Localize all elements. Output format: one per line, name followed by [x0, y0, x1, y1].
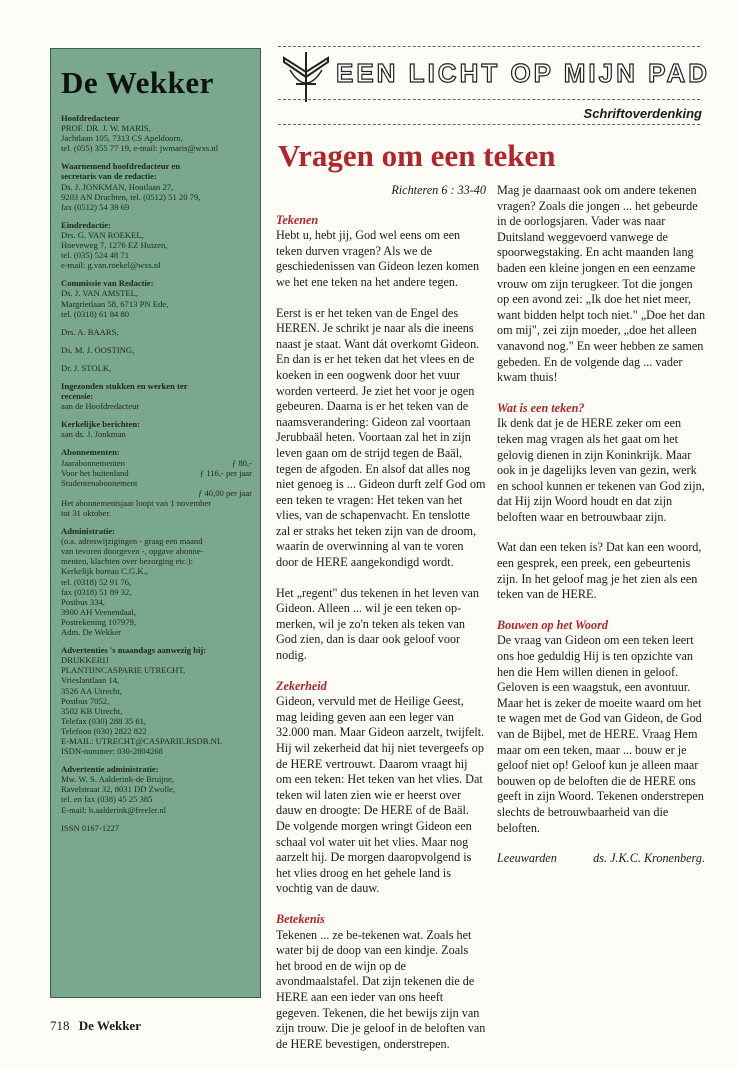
colophon-line: E-MAIL: UTRECHT@CASPARIE.RSDB.NL: [61, 735, 223, 746]
colophon-line: Vrieslantlaan 14,: [61, 675, 120, 686]
signature-place: Leeuwarden: [497, 851, 557, 866]
fee-price: ƒ 40,00 per jaar: [198, 487, 252, 498]
paragraph: Eerst is er het teken van de Engel des HEREN. Je schrikt je naar als die ineens naast je staat. Want dát overkomt Gideon. En dan is er het teken dat het vlees en de koeken in een oogwenk door het vuur worden verteerd. Je ziet het voor je ogen gebeuren. Daarna is er het teken van de naamsverandering: Gideon zal voortaan Jerubbaäl heten. Voortaan zal het in zijn leven gaan om de strijd tegen de Baäl, tegen de afgoden. En alsof dat alles nog niet genoeg is ... Gideon durft zelf God om een teken te vragen: Het teken van het vlies, van de schapenvacht. En tenslotte zal er straks het teken zijn van de droom, waarin de overwinning al van te voren door de HERE aangekondigd wordt.: [276, 305, 486, 570]
colophon-line: fax (0512) 54 39 69: [61, 201, 130, 212]
article-column-2: [497, 183, 707, 867]
colophon-line: Margrietlaan 58, 6713 PN Ede,: [61, 298, 169, 309]
colophon-heading: Advertenties 's maandags aanwezig bij:: [61, 645, 207, 656]
colophon-eindredactie: [61, 220, 252, 270]
colophon-heading: Waarnemend hoofdredacteur en: [61, 161, 181, 172]
header-rule-bottom: [278, 124, 700, 125]
colophon-line: van tevoren doorgeven -, opgave abonne-: [61, 546, 204, 557]
subheading-tekenen: Tekenen: [276, 212, 319, 227]
paragraph: Hebt u, hebt jij, God wel eens om een teken durven vragen? Als we de geschiedenissen van Gideon lezen komen we het ene teken na het andere tegen.: [276, 228, 480, 289]
colophon-commissie: [61, 278, 252, 318]
colophon-line: PLANTIJNCASPARIE UTRECHT,: [61, 665, 186, 676]
colophon-line: Kerkelijk bureau C.G.K.,: [61, 566, 148, 577]
colophon-heading: secretaris van de redactie:: [61, 171, 157, 182]
colophon-line: Ds. J. VAN AMSTEL,: [61, 288, 139, 299]
colophon-line: Drs. G. VAN ROEKEL,: [61, 229, 144, 240]
colophon-line: tel. (055) 355 77 19, e-mail: jwmaris@wxs.nl: [61, 143, 219, 154]
colophon-line: tel. (0318) 52 91 76,: [61, 576, 132, 587]
article-column-1: [276, 183, 486, 1067]
paragraph: Tekenen ... ze be-tekenen wat. Zoals het water bij de doop van een kindje. Zoals het brood en de wijn op de avondmaalstafel. Dat zijn tekenen die de HERE aan een ieder van ons heeft gegeven. Tekenen, die het bewijs zijn van zijn trouw. Die je geloof in de beloften van de HERE bevestigen, onderstrepen.: [276, 927, 486, 1051]
fee-label: Voor het buitenland: [61, 467, 129, 478]
colophon-line: Het abonnementsjaar loopt van 1 november: [61, 497, 212, 508]
paragraph: Het „regent" dus tekenen in het leven van Gideon. Alleen ... wil je een teken op-merken, wil je zo'n teken als teken van God zien, dan is daar ook geloof voor nodig.: [276, 585, 479, 663]
colophon-line: 3526 AA Utrecht,: [61, 685, 122, 696]
colophon-line: Hoeveweg 7, 1276 EZ Huizen,: [61, 240, 168, 251]
colophon-line: Adm. De Wekker: [61, 627, 122, 638]
subheading-zekerheid: Zekerheid: [276, 678, 327, 693]
colophon-advertenties: [61, 645, 252, 756]
colophon-line: Dr. J. STOLK,: [61, 362, 112, 373]
fee-row: [61, 488, 252, 498]
issn-text: ISSN 0167-1227: [61, 822, 120, 833]
colophon-ingezonden: [61, 381, 252, 411]
colophon-line: Jachtlaan 105, 7313 CS Apeldoorn,: [61, 133, 183, 144]
colophon-advadmin: [61, 764, 252, 814]
paragraph: Mag je daarnaast ook om andere tekenen vragen? Zoals die jongen ... het gebeurde in de oorlogsjaren. Vader was naar Duitsland weggevoerd vanwege de spoorwegstaking. En acht maanden lang baden een kleine jongen en een eenzame vrouw om zijn terugkeer. Tot die jongen op een avond zei: „Ik doe het niet meer, want bidden helpt toch niet." „Doe het dan om mij", zei zijn moeder, „doe het alleen vanavond nog." En weer hebben ze samen gebeden. En de volgende dag ... vader kwam thuis!: [497, 183, 706, 385]
series-title: EEN LICHT OP MIJN PAD: [336, 58, 711, 88]
colophon-line: tel. en fax (038) 45 25 385: [61, 794, 153, 805]
colophon-heading: Hoofdredacteur: [61, 113, 120, 123]
colophon-line: tel. (035) 524 48 71: [61, 250, 130, 261]
bible-reference: Richteren 6 : 33-40: [391, 183, 486, 197]
colophon-line: Drs. A. BAARS,: [61, 326, 119, 337]
colophon-abonnementen: [61, 447, 252, 518]
colophon-line: aan ds. J. Jonkman: [61, 429, 126, 440]
colophon-line: 9203 AN Drachten, tel. (0512) 51 20 79,: [61, 191, 201, 202]
colophon-heading: Ingezonden stukken en werken ter: [61, 380, 188, 391]
colophon-heading: recensie:: [61, 391, 94, 402]
fee-row: [61, 468, 252, 478]
footer-magazine-name: De Wekker: [78, 1018, 141, 1033]
colophon-heading: Commissie van Redactie:: [61, 278, 154, 289]
colophon-heading: Abonnementen:: [61, 447, 120, 458]
subheading-wat-is-een-teken: Wat is een teken?: [497, 400, 585, 415]
colophon-line: tel. (0318) 61 84 80: [61, 308, 130, 319]
fee-price: ƒ 116,- per jaar: [199, 467, 252, 478]
masthead: De Wekker: [61, 65, 214, 100]
colophon-line: ISDN-nummer: 030-2804268: [61, 746, 163, 757]
colophon-line: fax (0318) 51 89 32,: [61, 586, 132, 597]
colophon-line: Postbus 7052,: [61, 695, 110, 706]
section-label: Schriftoverdenking: [583, 106, 702, 121]
page-number: 718: [50, 1018, 70, 1033]
colophon-line: PROF. DR. J. W. MARIS,: [61, 123, 151, 134]
fee-row: [61, 458, 252, 468]
signature-author: ds. J.K.C. Kronenberg.: [593, 851, 705, 866]
colophon-member: [61, 327, 252, 337]
colophon-line: Ds. J. JONKMAN, Houtlaan 27,: [61, 181, 174, 192]
colophon-box: [50, 48, 261, 998]
paragraph: Gideon, vervuld met de Heilige Geest, mag leiding geven aan een leger van 32.000 man. Maar Gideon aarzelt, twijfelt. Hij wil zekerheid dat hij niet tevergeefs op de HERE vertrouwt. Daarom vraagt hij om een teken: Het teken van het vlies. Dat teken wil laten zien wie er heerst over dauw en droogte: De HERE of de Baäl. De volgende morgen wringt Gideon een schaal vol water uit het vlies. Maar nog aarzelt hij. De morgen daaropvolgend is het vlies droog en het gehele land is vochtig van de dauw.: [276, 694, 485, 896]
fee-price: ƒ 80,-: [231, 457, 252, 468]
colophon-heading: Eindredactie:: [61, 219, 111, 230]
colophon-member: [61, 363, 252, 373]
colophon-line: (o.a. adreswijzigingen - graag een maand: [61, 536, 203, 547]
colophon-line: Ds. M. J. OOSTING,: [61, 344, 135, 355]
fee-label: Jaarabonnementen: [61, 457, 125, 468]
colophon-line: Telefoon (030) 2822 822: [61, 725, 147, 736]
header-rule-mid: [278, 99, 700, 100]
colophon-line: tot 31 oktober.: [61, 508, 111, 518]
subheading-betekenis: Betekenis: [276, 911, 325, 926]
colophon-line: Postrekening 107979,: [61, 616, 136, 627]
fee-label: Studentenabonnement: [61, 477, 138, 488]
colophon-waarnemend: [61, 161, 252, 211]
colophon-line: 3900 AH Veenendaal,: [61, 606, 137, 617]
colophon-line: Postbus 334,: [61, 596, 105, 607]
colophon-line: Telefax (030) 288 35 61,: [61, 715, 147, 726]
colophon-heading: Kerkelijke berichten:: [61, 419, 140, 430]
lamp-book-icon: [280, 48, 334, 104]
colophon-line: E-mail: h.aalderink@freeler.nl: [61, 804, 167, 815]
colophon-heading: Administratie:: [61, 526, 115, 537]
page-footer: [50, 1018, 141, 1034]
colophon-line: e-mail: g.van.roekel@wxs.nl: [61, 260, 161, 271]
paragraph: Ik denk dat je de HERE zeker om een teken mag vragen als het gaat om het gelovig dienen in zijn Koninkrijk. Maar ook in je dagelijks leven van gezin, werk en school kunnen er tekenen van God zijn, dat Hij zijn Woord houdt en dat zijn beloften waar en betrouwbaar zijn.: [497, 416, 705, 524]
colophon-heading: Advertentie administratie:: [61, 764, 159, 775]
colophon-line: DRUKKERIJ: [61, 655, 109, 666]
header-rule-top: [278, 46, 700, 47]
paragraph: De vraag van Gideon om een teken leert ons hoe geduldig Hij is ten opzichte van hen die Hem willen dienen in geloof. Geloven is een waagstuk, een avontuur. Maar het is zeker de moeite waard om het te wagen met de God van Gideon, de God van de Bijbel, met de HERE. Vraag Hem maar om een teken, maar ... bouw er je geloof niet op! Geloof kun je alleen maar bouwen op de beloften die de HERE ons geeft in zijn Woord. Tekenen onderstrepen slechts de betrouwbaarheid van die beloften.: [497, 633, 704, 835]
colophon-line: 3502 KB Utrecht,: [61, 705, 123, 716]
article-title: Vragen om een teken: [278, 138, 556, 173]
paragraph: Wat dan een teken is? Dat kan een woord, een gesprek, een preek, een gebeurtenis zijn. In het geloof mag je het zien als een teken van de HERE.: [497, 540, 702, 602]
colophon-line: menten, klachten over bezorging etc.):: [61, 556, 194, 567]
colophon-hoofdredacteur: [61, 113, 252, 153]
colophon-line: Ravelstraat 32, 8031 DD Zwolle,: [61, 784, 176, 795]
signature: [497, 851, 707, 867]
colophon-administratie: [61, 526, 252, 637]
issn: [61, 823, 252, 833]
colophon-line: Mw. W. S. Aalderink-de Bruijne,: [61, 774, 175, 785]
colophon-line: aan de Hoofdredacteur: [61, 401, 140, 412]
colophon-member: [61, 345, 252, 355]
subheading-bouwen: Bouwen op het Woord: [497, 617, 608, 632]
colophon-kerkelijke: [61, 419, 252, 439]
